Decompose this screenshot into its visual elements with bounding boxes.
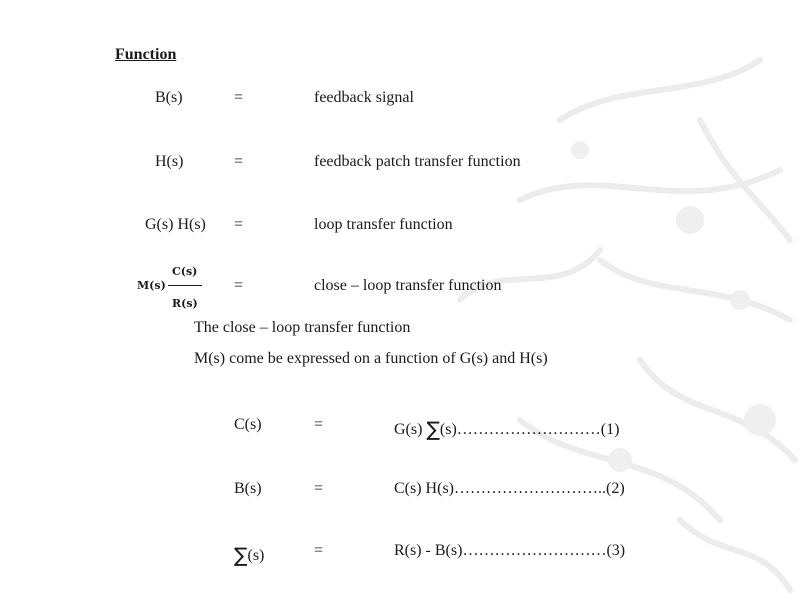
def-equals-m: = bbox=[234, 277, 244, 294]
def-desc-h: feedback patch transfer function bbox=[314, 153, 521, 170]
def-equals-h: = bbox=[234, 153, 244, 170]
def-symbol-b: B(s) bbox=[155, 89, 183, 106]
eq1-rhs-text: (s)………………………(1) bbox=[439, 421, 620, 438]
def-desc-b: feedback signal bbox=[314, 89, 414, 106]
eq2-lhs: B(s) bbox=[234, 480, 262, 497]
eq3-lhs bbox=[234, 543, 265, 567]
eq2-equals: = bbox=[314, 480, 324, 497]
eq3-equals: = bbox=[314, 542, 324, 559]
paragraph-line-2: M(s) come be expressed on a function of G(s) and H(s) bbox=[194, 350, 548, 367]
fraction-bar bbox=[168, 285, 202, 286]
def-symbol-m-denominator: R(s) bbox=[172, 297, 198, 310]
eq1-rhs-prefix: G(s) bbox=[394, 421, 427, 438]
eq1-lhs: C(s) bbox=[234, 416, 262, 433]
sigma-icon: ∑ bbox=[426, 417, 440, 441]
def-desc-gh: loop transfer function bbox=[314, 216, 453, 233]
def-equals-b: = bbox=[234, 89, 244, 106]
sigma-icon: ∑ bbox=[234, 543, 248, 567]
eq3-rhs: R(s) - B(s)………………………(3) bbox=[394, 542, 626, 559]
def-equals-gh: = bbox=[234, 216, 244, 233]
def-symbol-m-numerator: C(s) bbox=[172, 265, 198, 278]
def-desc-m: close – loop transfer function bbox=[314, 277, 502, 294]
def-symbol-h: H(s) bbox=[155, 153, 184, 170]
paragraph-line-1: The close – loop transfer function bbox=[194, 319, 411, 336]
eq2-rhs: C(s) H(s)………………………..(2) bbox=[394, 480, 625, 497]
eq3-lhs-text: (s) bbox=[247, 547, 265, 564]
def-symbol-gh: G(s) H(s) bbox=[145, 216, 206, 233]
eq1-rhs bbox=[394, 417, 620, 441]
def-symbol-m-lhs: M(s) bbox=[137, 279, 166, 292]
page-heading: Function bbox=[115, 46, 177, 63]
eq1-equals: = bbox=[314, 416, 324, 433]
